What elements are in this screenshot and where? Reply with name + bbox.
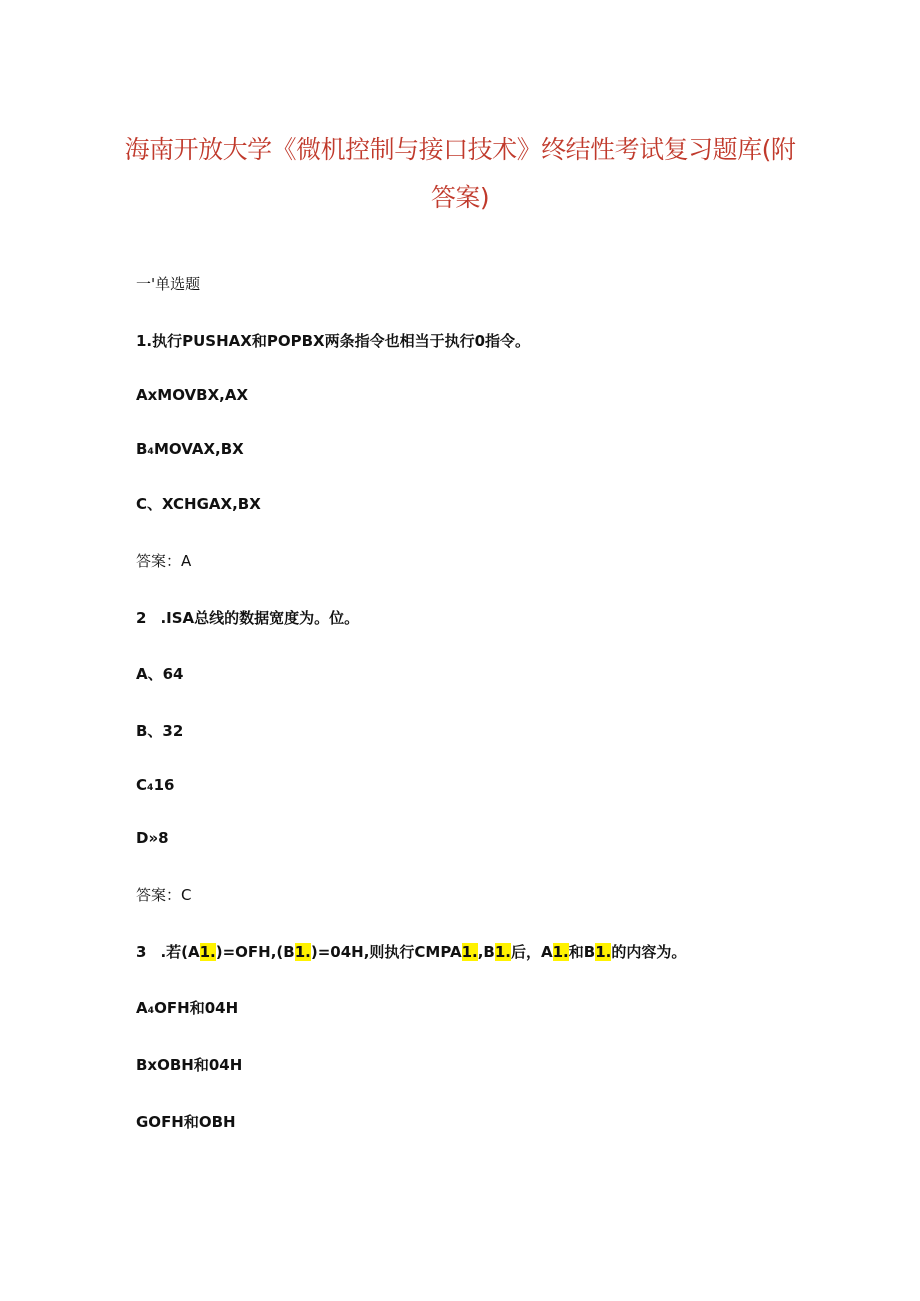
question-2-number: 2: [136, 609, 147, 627]
question-3-text-part: 后，A: [511, 943, 553, 961]
highlighted-text: 1.: [595, 943, 612, 961]
question-3-option-a: A₄OFH和04H: [136, 999, 239, 1017]
highlighted-text: 1.: [552, 943, 569, 961]
question-1-option-b: B₄MOVAX,BX: [136, 440, 244, 458]
highlighted-text: 1.: [199, 943, 216, 961]
question-1-option-c: C、XCHGAX,BX: [136, 495, 261, 513]
question-3-text-part: .若(A: [160, 943, 200, 961]
highlighted-text: 1.: [461, 943, 478, 961]
question-3-text-part: 的内容为。: [611, 943, 687, 961]
question-2-answer: 答案：C: [136, 886, 192, 904]
section-heading: 一'单选题: [136, 275, 201, 293]
document-title-line1: 海南开放大学《微机控制与接口技术》终结性考试复习题库(附: [124, 135, 796, 164]
document-title-line2: 答案): [430, 183, 490, 212]
question-1-option-a: AxMOVBX,AX: [136, 386, 249, 404]
question-2-text: .ISA总线的数据宽度为。位。: [160, 609, 360, 627]
question-3-stem: [136, 942, 686, 962]
highlighted-text: 1.: [494, 943, 511, 961]
question-3-text-part: )=04H,则执行CMPA: [310, 943, 462, 961]
question-3-text-part: 和B: [568, 943, 596, 961]
question-2-option-b: B、32: [136, 722, 184, 740]
question-2-option-a: A、64: [136, 665, 184, 683]
question-2-option-d: D»8: [136, 829, 169, 847]
question-1-stem: 1.执行PUSHAX和POPBX两条指令也相当于执行0指令。: [136, 332, 531, 350]
question-3-text-part: ,B: [477, 943, 495, 961]
question-2-stem: [136, 608, 359, 628]
question-1-answer: 答案：A: [136, 552, 192, 570]
question-3-text-part: )=OFH,(B: [215, 943, 295, 961]
question-3-option-b: BxOBH和04H: [136, 1056, 243, 1074]
question-3-number: 3: [136, 943, 147, 961]
highlighted-text: 1.: [294, 943, 311, 961]
question-3-option-c: GOFH和OBH: [136, 1113, 236, 1131]
question-2-option-c: C₄16: [136, 776, 175, 794]
